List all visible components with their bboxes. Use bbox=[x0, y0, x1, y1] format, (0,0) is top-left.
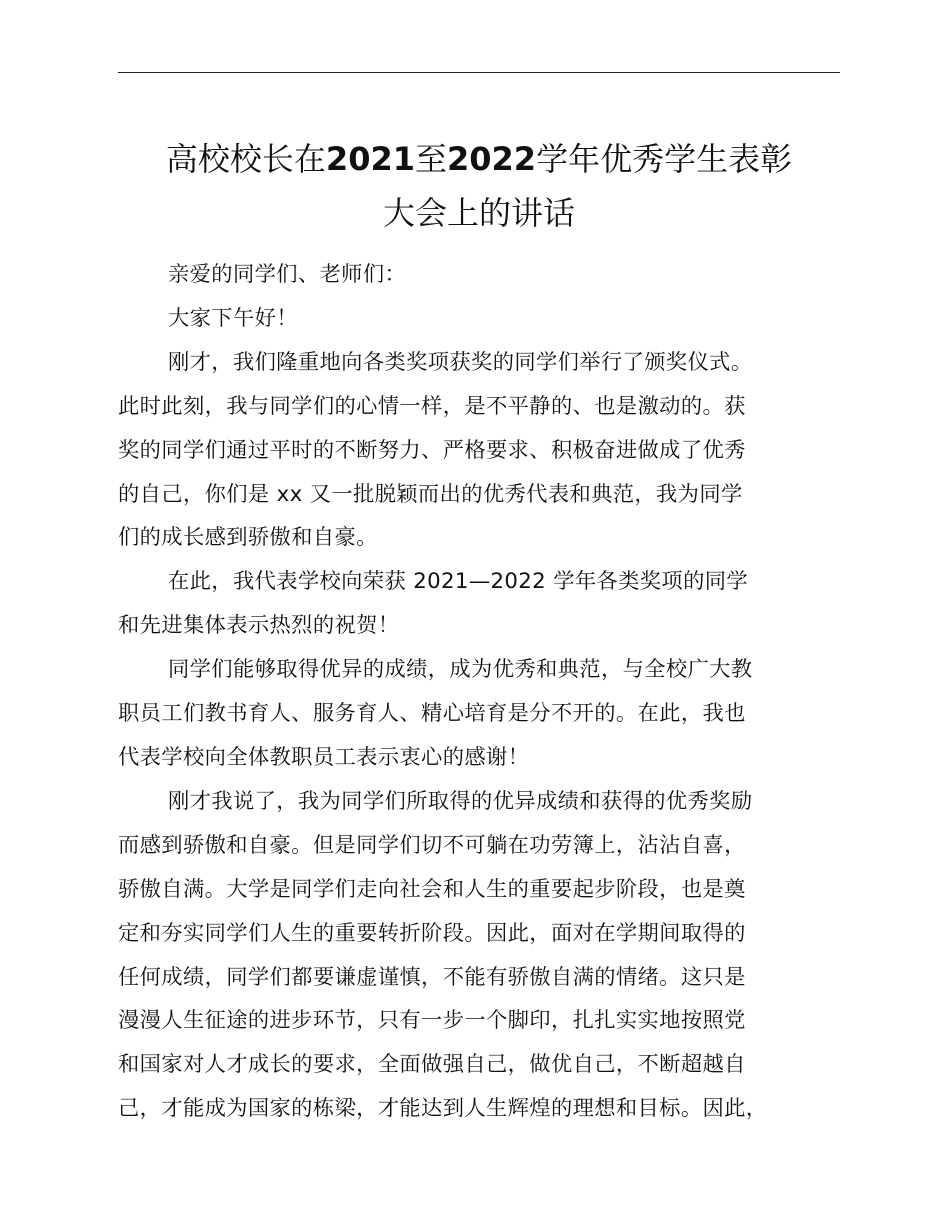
title-text: 至 bbox=[414, 140, 447, 178]
title-year-start: 2021 bbox=[325, 140, 415, 178]
document-body bbox=[118, 253, 840, 1131]
paragraph bbox=[118, 341, 840, 561]
text-line: 己，才能成为国家的栋梁，才能达到人生辉煌的理想和目标。因此， bbox=[118, 1096, 768, 1122]
greeting bbox=[118, 297, 840, 341]
text-line: 刚才我说了，我为同学们所取得的优异成绩和获得的优秀奖励 bbox=[168, 788, 753, 814]
text-line: 奖的同学们通过平时的不断努力、严格要求、积极奋进做成了优秀 bbox=[118, 437, 746, 463]
text-line: 而感到骄傲和自豪。但是同学们切不可躺在功劳簿上，沾沾自喜， bbox=[118, 832, 746, 858]
text-line: 漫漫人生征途的进步环节，只有一步一个脚印，扎扎实实地按照党 bbox=[118, 1008, 746, 1034]
text-line: 骄傲自满。大学是同学们走向社会和人生的重要起步阶段，也是奠 bbox=[118, 876, 746, 902]
text-line: 亲爱的同学们、老师们： bbox=[168, 262, 407, 287]
text-line: 在此，我代表学校向荣获 2021—2022 学年各类奖项的同学 bbox=[168, 569, 749, 595]
paragraph bbox=[118, 560, 840, 648]
text-line: 同学们能够取得优异的成绩，成为优秀和典范，与全校广大教 bbox=[168, 657, 753, 683]
paragraph bbox=[118, 648, 840, 780]
text-line: 此时此刻，我与同学们的心情一样，是不平静的、也是激动的。获 bbox=[118, 393, 746, 419]
header-rule bbox=[118, 72, 840, 73]
text-line: 代表学校向全体教职员工表示衷心的感谢！ bbox=[118, 744, 530, 770]
title-text: 学年优秀学生表彰 bbox=[536, 140, 793, 178]
document-title bbox=[118, 132, 840, 240]
text-line: 的自己，你们是 xx 又一批脱颖而出的优秀代表和典范，我为同学 bbox=[118, 481, 743, 507]
title-line-1 bbox=[118, 132, 840, 186]
text-line: 职员工们教书育人、服务育人、精心培育是分不开的。在此，我也 bbox=[118, 701, 746, 727]
text-line: 任何成绩，同学们都要谦虚谨慎，不能有骄傲自满的情绪。这只是 bbox=[118, 964, 746, 990]
title-text: 高校校长在 bbox=[165, 140, 326, 178]
salutation bbox=[118, 253, 840, 297]
title-line-2: 大会上的讲话 bbox=[382, 194, 575, 232]
paragraph bbox=[118, 780, 840, 1131]
text-line: 定和夯实同学们人生的重要转折阶段。因此，面对在学期间取得的 bbox=[118, 920, 746, 946]
text-line: 和国家对人才成长的要求，全面做强自己，做优自己，不断超越自 bbox=[118, 1052, 746, 1078]
text-line: 们的成长感到骄傲和自豪。 bbox=[118, 525, 378, 551]
text-line: 大家下午好！ bbox=[168, 305, 298, 331]
text-line: 和先进集体表示热烈的祝贺！ bbox=[118, 613, 400, 639]
title-year-end: 2022 bbox=[447, 140, 537, 178]
text-line: 刚才，我们隆重地向各类奖项获奖的同学们举行了颁奖仪式。 bbox=[168, 349, 753, 375]
